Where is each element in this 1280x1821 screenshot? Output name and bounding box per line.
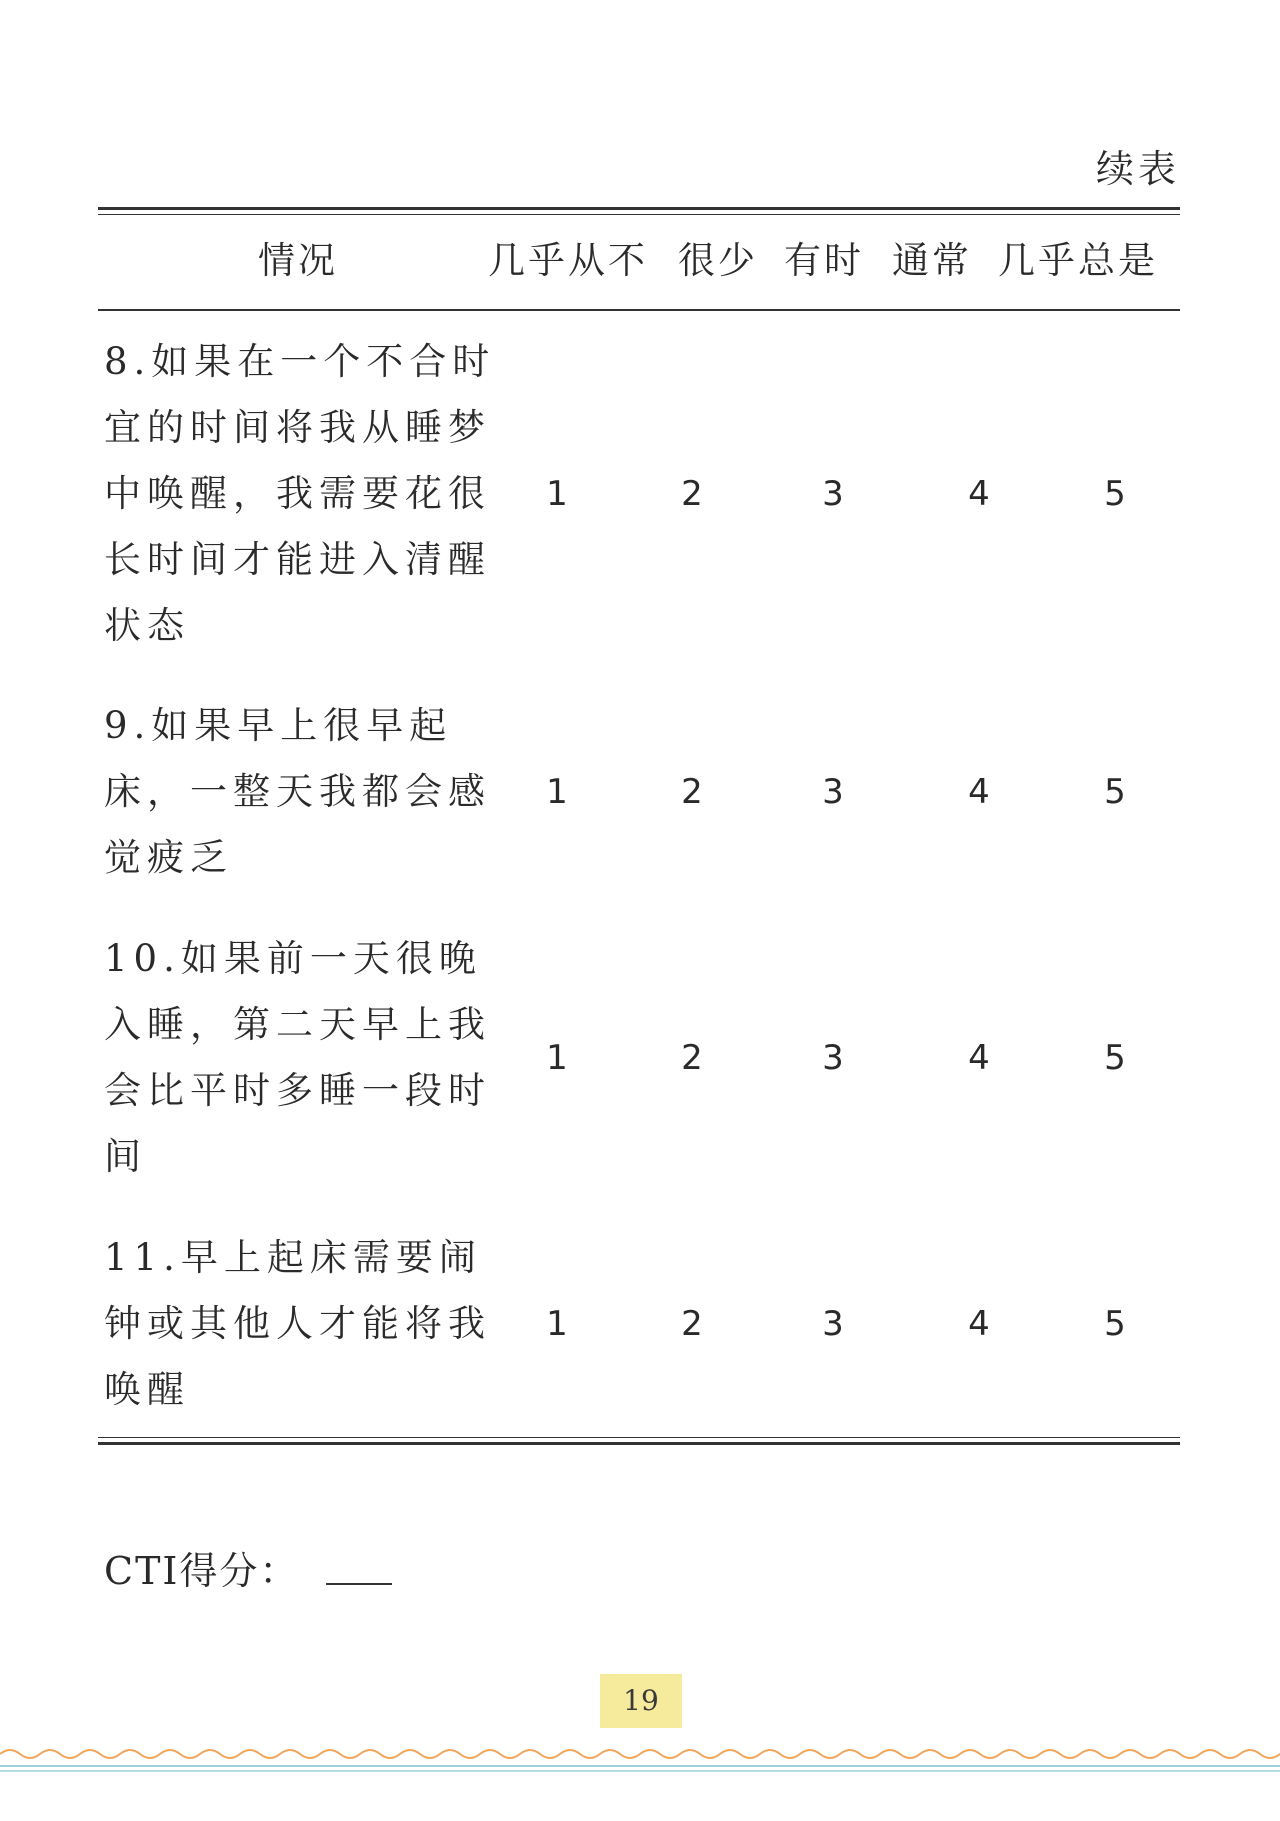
row-situation-text: 9.如果早上很早起 床，一整天我都会感 觉疲乏	[104, 704, 491, 879]
score-option-1: 1	[546, 1038, 568, 1078]
row-situation-text: 8.如果在一个不合时 宜的时间将我从睡梦 中唤醒，我需要花很 长时间才能进入清醒 状态	[104, 340, 496, 647]
cti-score-blank	[326, 1583, 392, 1585]
score-option-5: 5	[1104, 474, 1126, 514]
table-bottom-rule-thin	[98, 1437, 1180, 1438]
row-situation-text: 10.如果前一天很晚 入睡，第二天早上我 会比平时多睡一段时 间	[104, 937, 491, 1178]
score-option-5: 5	[1104, 1304, 1126, 1344]
score-option-3: 3	[822, 1304, 844, 1344]
table-top-rule-thin	[98, 214, 1180, 215]
score-option-2: 2	[681, 474, 703, 514]
score-option-3: 3	[822, 1038, 844, 1078]
column-header-sometimes: 有时	[784, 239, 864, 282]
score-option-5: 5	[1104, 772, 1126, 812]
continued-label: 续表	[1095, 147, 1180, 191]
score-option-2: 2	[681, 1038, 703, 1078]
score-option-3: 3	[822, 474, 844, 514]
column-header-rarely: 很少	[678, 239, 758, 282]
column-header-usually: 通常	[892, 239, 972, 282]
score-option-5: 5	[1104, 1038, 1126, 1078]
score-option-2: 2	[681, 1304, 703, 1344]
column-header-situation: 情况	[258, 239, 338, 282]
score-option-1: 1	[546, 474, 568, 514]
score-option-4: 4	[968, 772, 990, 812]
table-header-rule	[98, 309, 1180, 311]
page-number: 19	[600, 1674, 682, 1728]
score-option-1: 1	[546, 772, 568, 812]
column-header-almost-never: 几乎从不	[488, 239, 648, 282]
table-top-rule	[98, 207, 1180, 210]
wave-line	[0, 1750, 1280, 1758]
score-option-2: 2	[681, 772, 703, 812]
column-header-almost-always: 几乎总是	[998, 239, 1158, 282]
table-bottom-rule	[98, 1442, 1180, 1445]
cti-score-label: CTI得分：	[104, 1549, 300, 1593]
score-option-1: 1	[546, 1304, 568, 1344]
score-option-3: 3	[822, 772, 844, 812]
row-situation-text: 11.早上起床需要闹 钟或其他人才能将我 唤醒	[104, 1236, 491, 1411]
score-option-4: 4	[968, 1304, 990, 1344]
score-option-4: 4	[968, 474, 990, 514]
footer-decoration	[0, 1740, 1280, 1780]
score-option-4: 4	[968, 1038, 990, 1078]
